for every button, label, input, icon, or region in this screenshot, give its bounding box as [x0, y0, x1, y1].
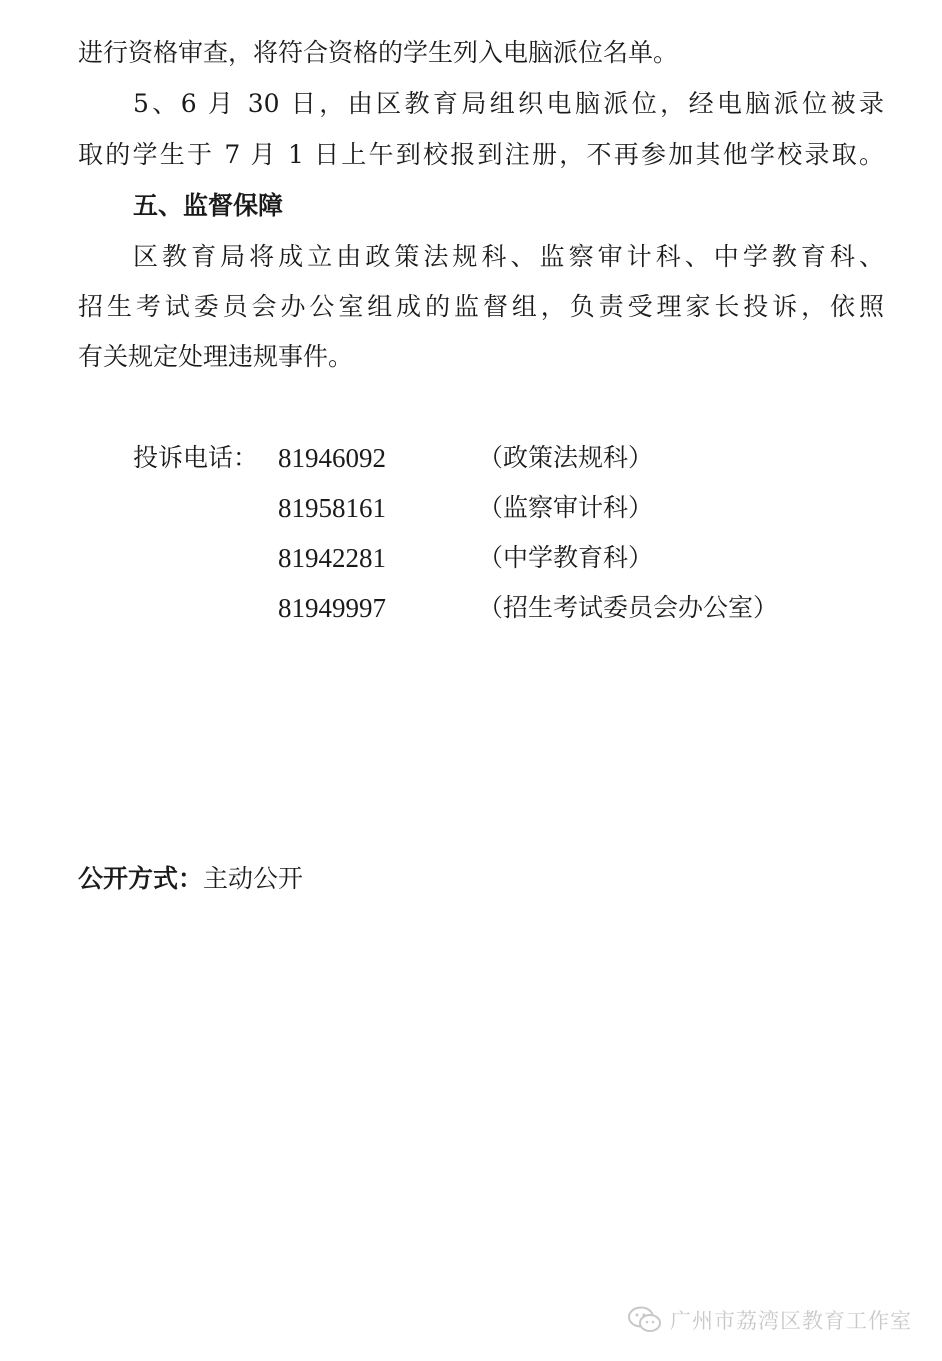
wechat-icon [628, 1306, 662, 1334]
phone-department: （监察审计科） [478, 493, 654, 522]
paragraph-line: 区教育局将成立由政策法规科、监察审计科、中学教育科、 [133, 242, 884, 271]
paragraph-line: 取的学生于 7 月 1 日上午到校报到注册，不再参加其他学校录取。 [78, 140, 884, 169]
paragraph-line: 招生考试委员会办公室组成的监督组，负责受理家长投诉，依照 [78, 292, 884, 321]
phone-number: 81946092 [278, 443, 386, 473]
disclosure-row [78, 862, 303, 896]
disclosure-label: 公开方式： [78, 864, 204, 893]
phone-number: 81942281 [278, 543, 386, 573]
phone-department: （中学教育科） [478, 543, 654, 572]
phone-department: （招生考试委员会办公室） [478, 593, 779, 622]
paragraph-line: 进行资格审查，将符合资格的学生列入电脑派位名单。 [78, 38, 679, 67]
complaint-label: 投诉电话： [133, 443, 259, 472]
watermark-text: 广州市荔湾区教育工作室 [670, 1309, 912, 1333]
section-heading: 五、监督保障 [133, 191, 284, 220]
paragraph-line: 5、6 月 30 日，由区教育局组织电脑派位，经电脑派位被录 [133, 89, 884, 118]
phone-number: 81949997 [278, 593, 386, 623]
phone-number: 81958161 [278, 493, 386, 523]
disclosure-value: 主动公开 [203, 864, 304, 893]
phone-department: （政策法规科） [478, 443, 654, 472]
paragraph-line: 有关规定处理违规事件。 [78, 342, 354, 371]
watermark [628, 1305, 912, 1335]
